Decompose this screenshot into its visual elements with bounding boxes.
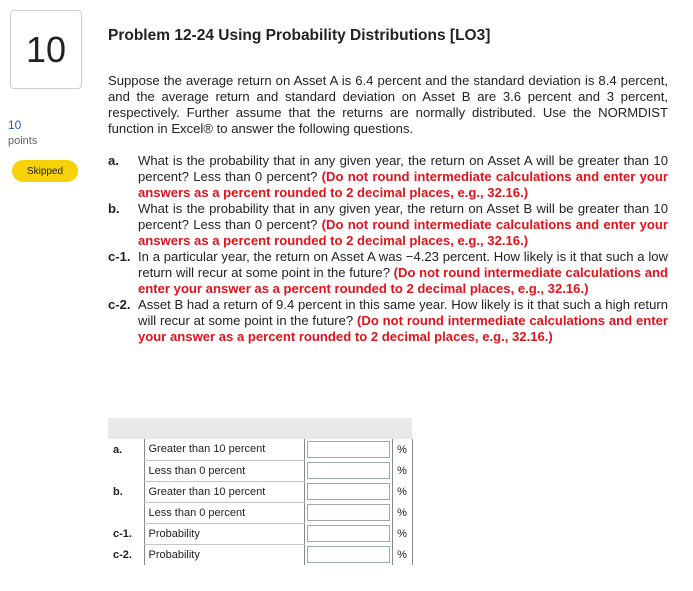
row-label: c-1. [113,527,132,540]
percent-unit: % [392,502,412,523]
table-row [108,523,412,544]
status-badge: Skipped [12,160,78,182]
table-row [108,460,412,481]
row-description: Greater than 10 percent [144,439,304,460]
part-text: What is the probability that in any given year, the return on Asset A will be greater than 10 percent? Less than 0 percent? [138,153,668,184]
part-note: (Do not round intermediate calculations and enter your answers as a percent rounded to 2 decimal places, e.g., 32.16.) [138,217,668,248]
row-label: b. [113,485,123,498]
percent-unit: % [392,460,412,481]
row-label: a. [113,443,123,456]
part-note: (Do not round intermediate calculations and enter your answer as a percent rounded to 2 decimal places, e.g., 32.16.) [138,313,669,344]
part-note: (Do not round intermediate calculations and enter your answer as a percent rounded to 2 decimal places, e.g., 32.16.) [138,265,669,296]
part-text: Asset B had a return of 9.4 percent in this same year. How likely is it that such a high return will recur at some point in the future? [138,297,668,328]
part-text: In a particular year, the return on Asset A was −4.23 percent. How likely is it that such a low return will recur at some point in the future? [138,249,668,280]
row-description: Greater than 10 percent [144,481,304,502]
answer-input-b-greater[interactable] [307,483,390,500]
answer-table-header [108,418,412,439]
part-label: b. [108,201,120,216]
part-c1 [108,249,668,297]
part-b [108,201,668,249]
part-label: c-1. [108,249,131,264]
question-parts [108,153,668,345]
row-label [108,460,144,481]
table-row [108,502,412,523]
answer-input-a-greater[interactable] [307,441,390,458]
row-description: Probability [144,544,304,565]
row-description: Probability [144,523,304,544]
points-label: points [8,135,38,147]
part-c2 [108,297,668,345]
part-a [108,153,668,201]
part-note: (Do not round intermediate calculations and enter your answers as a percent rounded to 2 decimal places, e.g., 32.16.) [138,169,668,200]
percent-unit: % [392,481,412,502]
row-label [108,502,144,523]
problem-title: Problem 12-24 Using Probability Distributions [LO3] [108,27,491,44]
problem-intro: Suppose the average return on Asset A is 6.4 percent and the standard deviation is 8.4 percent, and the average return and standard deviation on Asset B are 3.6 percent and 3 percent, respectively. Further assume that the returns are normally distributed. Use the NORMDIST function in Excel® to answer the following questions. [108,73,668,136]
part-text: What is the probability that in any given year, the return on Asset B will be greater than 10 percent? Less than 0 percent? [138,201,668,232]
table-row [108,439,412,460]
part-label: a. [108,153,119,168]
row-description: Less than 0 percent [144,502,304,523]
question-number: 10 [10,10,82,89]
answer-input-c2[interactable] [307,546,390,563]
answer-table [108,418,413,565]
points-value: 10 [8,118,22,132]
percent-unit: % [392,439,412,460]
table-row [108,544,412,565]
row-description: Less than 0 percent [144,460,304,481]
answer-input-b-less[interactable] [307,504,390,521]
table-row [108,481,412,502]
answer-input-c1[interactable] [307,525,390,542]
percent-unit: % [392,523,412,544]
row-label: c-2. [113,548,132,561]
percent-unit: % [392,544,412,565]
part-label: c-2. [108,297,131,312]
answer-input-a-less[interactable] [307,462,390,479]
